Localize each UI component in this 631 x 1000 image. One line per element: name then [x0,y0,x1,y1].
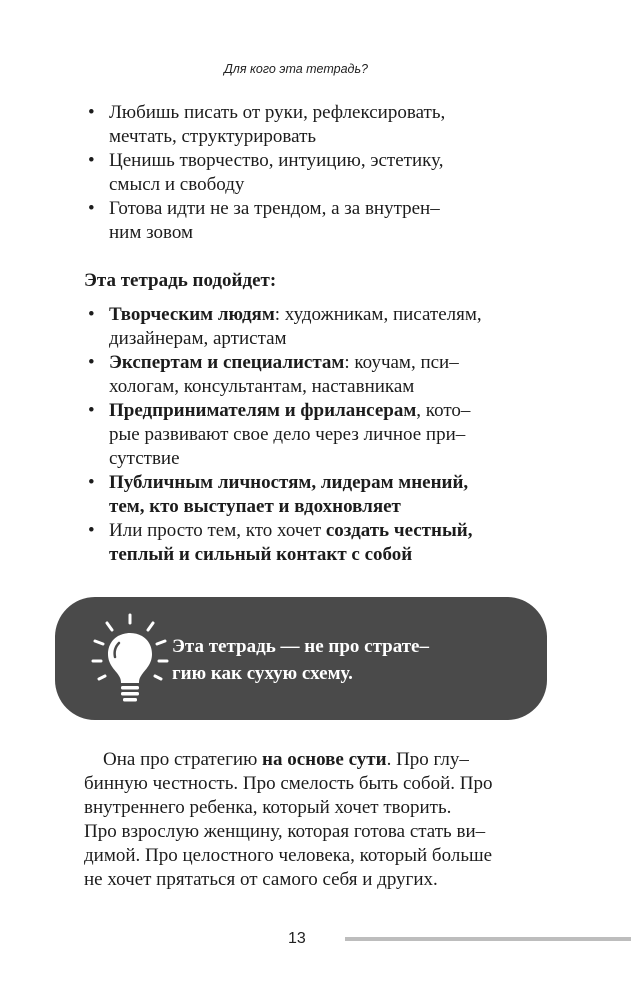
list-item [84,303,554,351]
list-item-line: сутствие [109,448,180,469]
callout-line: Эта тетрадь — не про страте– [172,636,429,657]
bold-term: создать честный, [325,520,473,541]
bullet-dot-icon: • [88,304,95,325]
section-subheading: Эта тетрадь подойдет: [84,270,277,291]
list-item-line: ним зовом [109,222,194,243]
paragraph-line: внутреннего ребенка, который хочет творить. [84,797,452,818]
paragraph-line: не хочет прятаться от самого себя и других. [84,869,438,890]
bullet-dot-icon: • [88,400,95,421]
list-item-line: мечтать, структурировать [109,126,317,147]
list-item-line [109,519,554,543]
list-item-line: Любишь писать от руки, рефлексировать, [109,102,446,123]
list-item-text: Или просто тем, кто хочет [109,520,326,541]
audience-bullet-list [84,303,554,567]
callout-text [172,633,429,687]
list-item-line: Готова идти не за трендом, а за внутрен– [109,198,440,219]
lightbulb-icon [77,611,183,707]
list-item-line: хологам, консультантам, наставникам [109,376,415,397]
callout-box [55,597,547,720]
paragraph-line [84,748,544,772]
list-item-line [109,351,554,375]
list-item-line [109,399,554,423]
list-item [84,471,554,519]
paragraph-line: Про взрослую женщину, которая готова стать ви– [84,821,486,842]
bullet-dot-icon: • [88,352,95,373]
paragraph-line: димой. Про целостного человека, который больше [84,845,493,866]
page-footer-rule [345,937,631,941]
running-head: Для кого эта тетрадь? [224,62,368,76]
list-item-line: теплый и сильный контакт с собой [109,544,413,565]
list-item-line: дизайнерам, артистам [109,328,287,349]
bullet-dot-icon: • [88,150,95,171]
list-item-text: , кото– [416,400,471,421]
bold-term: Предпринимателям и фрилансерам [109,400,417,421]
list-item-line: рые развивают свое дело через личное при– [109,424,466,445]
list-item [84,399,554,471]
list-item-line: тем, кто выступает и вдохновляет [109,496,401,517]
bullet-dot-icon: • [88,102,95,123]
list-item-text: : коучам, пси– [344,352,459,373]
body-paragraph [84,748,544,892]
callout-line: гию как сухую схему. [172,663,353,684]
bullet-dot-icon: • [88,198,95,219]
list-item [84,519,554,567]
page-number: 13 [288,930,306,947]
intro-bullet-list [84,101,554,245]
bold-term: Творческим людям [109,304,275,325]
list-item [84,351,554,399]
bold-term: Экспертам и специалистам [109,352,345,373]
list-item-line: Публичным личностям, лидерам мнений, [109,472,469,493]
list-item [84,101,554,149]
list-item-text: : художникам, писателям, [274,304,482,325]
bullet-dot-icon: • [88,520,95,541]
list-item-line: смысл и свободу [109,174,245,195]
paragraph-text: . Про глу– [386,749,469,770]
list-item [84,149,554,197]
paragraph-text: Она про стратегию [103,749,263,770]
list-item [84,197,554,245]
list-item-line [109,303,554,327]
bullet-dot-icon: • [88,472,95,493]
list-item-line: Ценишь творчество, интуицию, эстетику, [109,150,444,171]
bold-term: на основе сути [262,749,387,770]
paragraph-line: бинную честность. Про смелость быть собой. Про [84,773,493,794]
